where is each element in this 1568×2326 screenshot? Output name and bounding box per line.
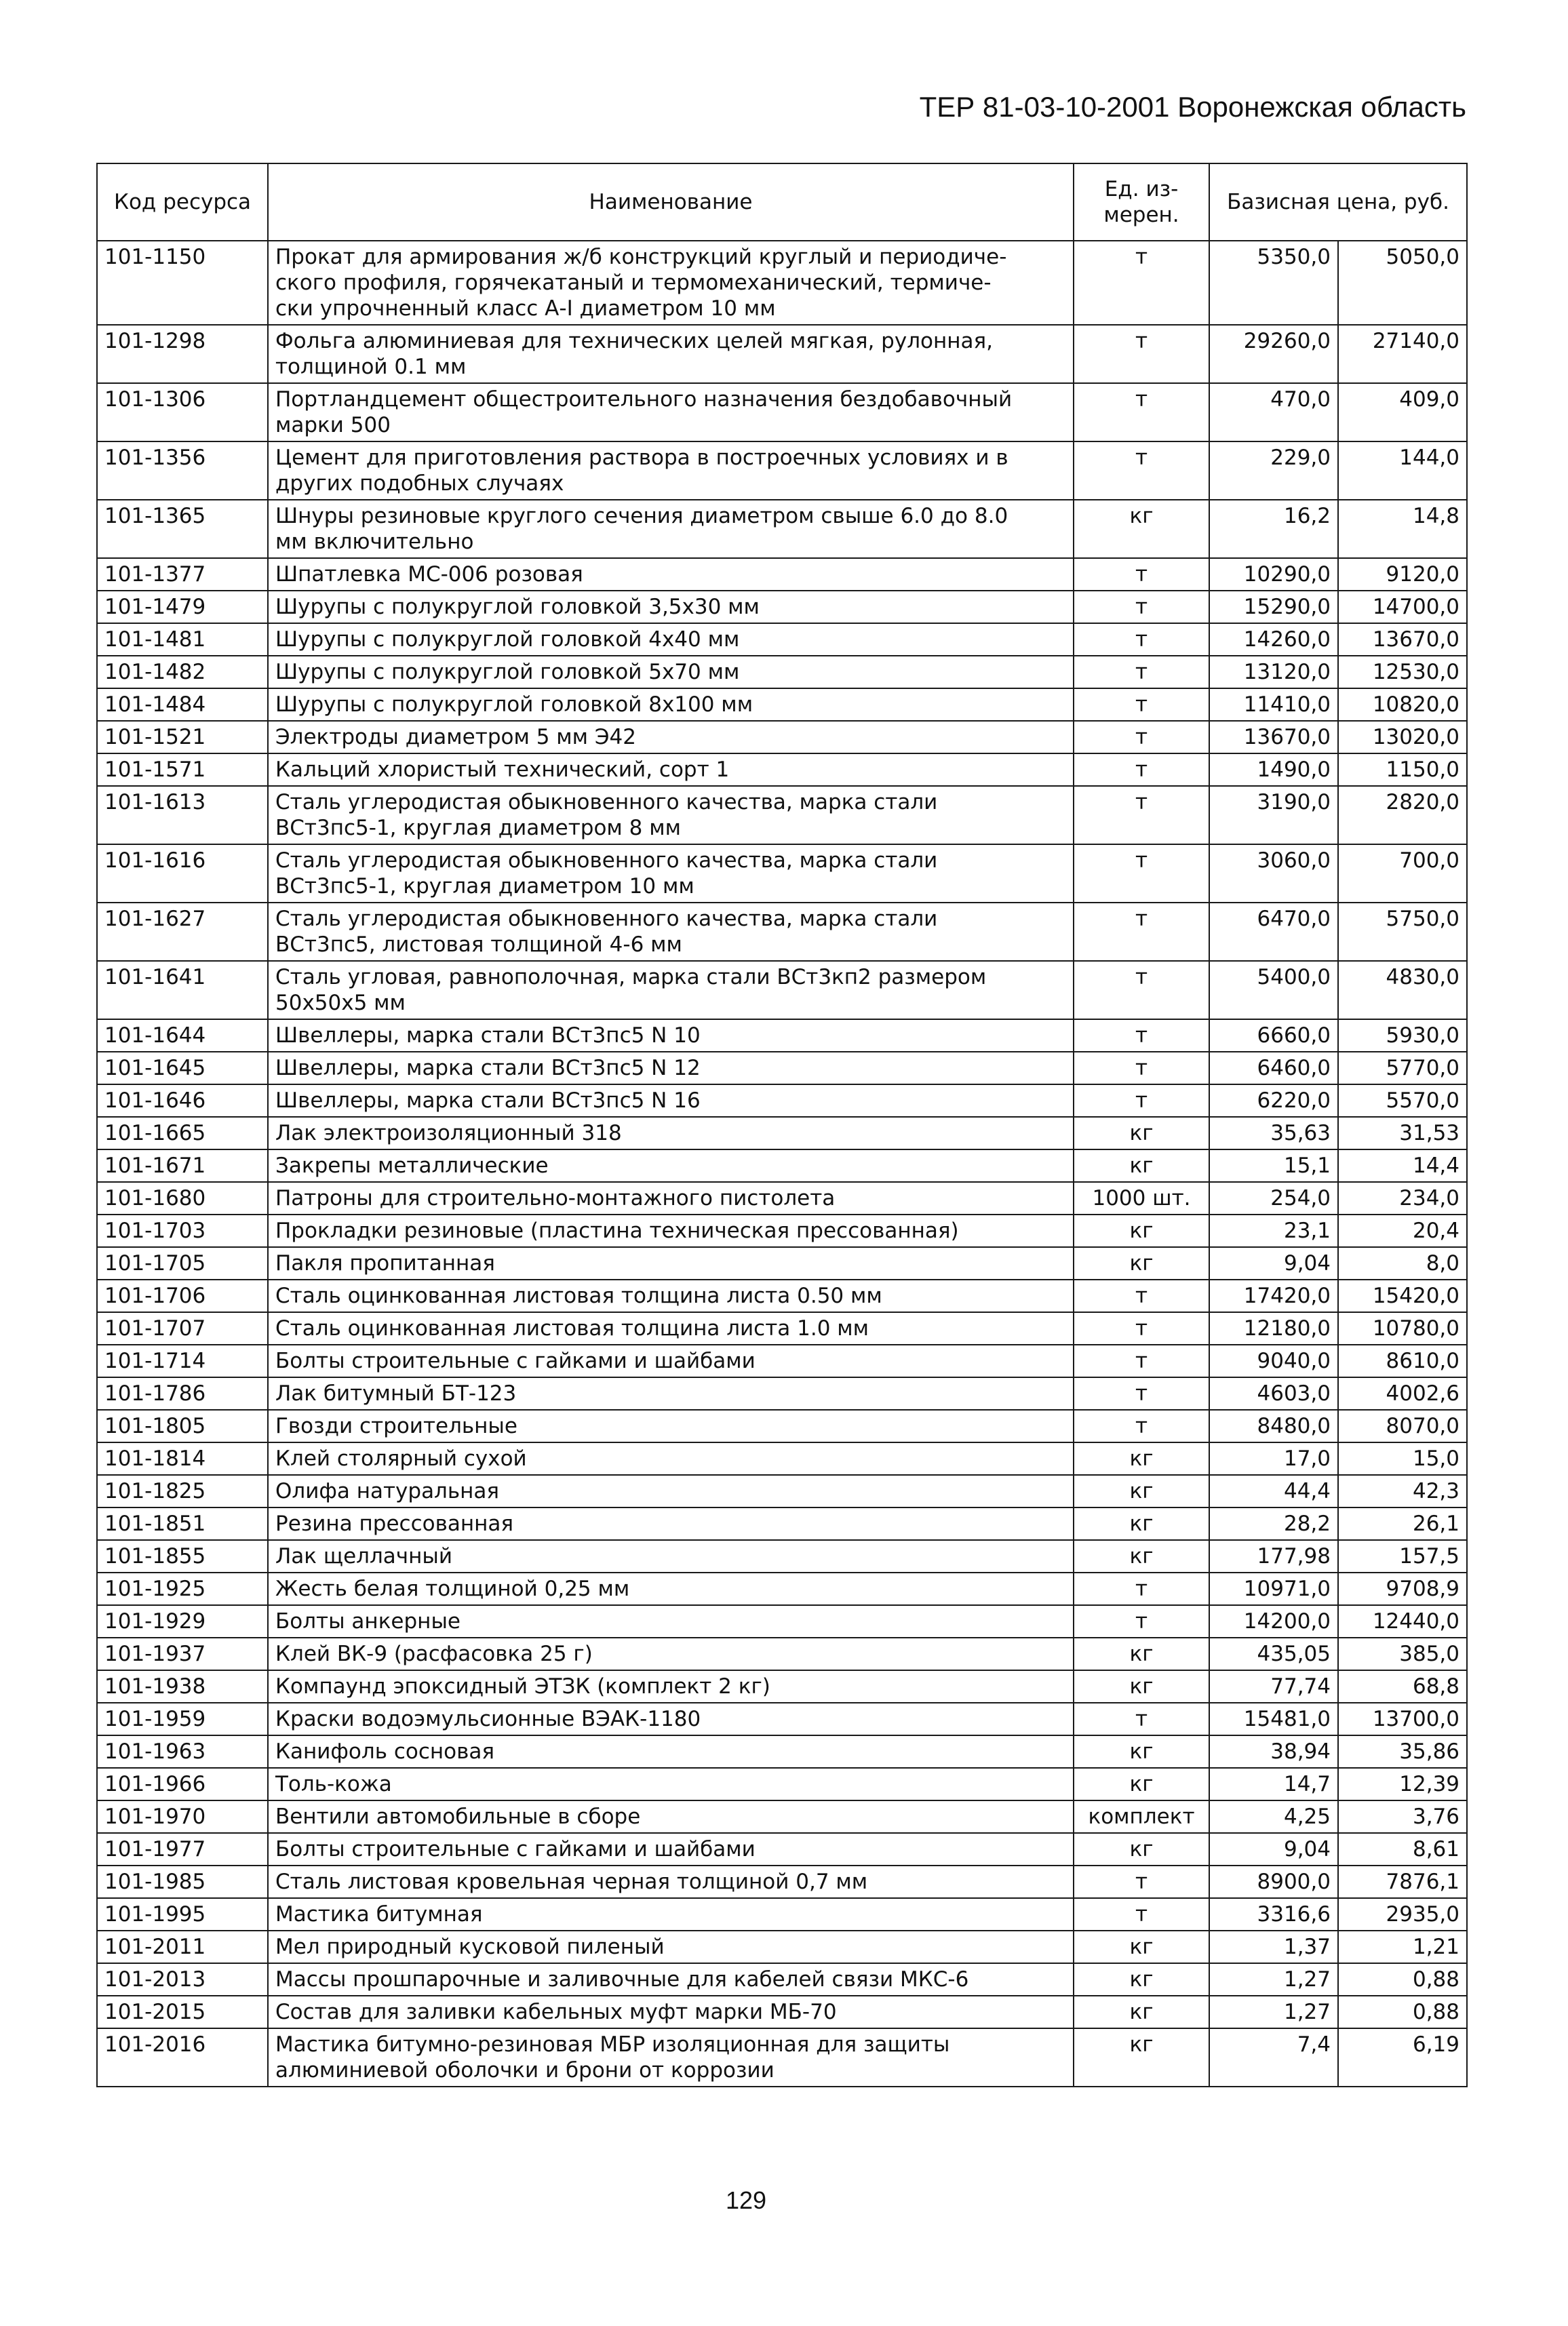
resource-name-cell: Сталь углеродистая обыкновенного качества, марка стали ВСт3пс5, листовая толщиной 4-6 мм: [268, 903, 1074, 961]
base-price-cell: 4603,0: [1209, 1377, 1338, 1410]
base-price-cell: 10290,0: [1209, 558, 1338, 591]
base-price-alt-cell: 12,39: [1338, 1768, 1467, 1800]
resource-name-cell: Краски водоэмульсионные ВЭАК-1180: [268, 1703, 1074, 1735]
resource-price-table: [96, 163, 1468, 2087]
base-price-cell: 3190,0: [1209, 786, 1338, 844]
base-price-cell: 8900,0: [1209, 1866, 1338, 1898]
resource-code-cell: 101-1937: [97, 1638, 268, 1670]
table-row: [97, 903, 1467, 961]
base-price-cell: 7,4: [1209, 2028, 1338, 2087]
base-price-cell: 470,0: [1209, 383, 1338, 441]
column-header-name: Наименование: [268, 163, 1074, 241]
resource-name-cell: Компаунд эпоксидный ЭТЗК (комплект 2 кг): [268, 1670, 1074, 1703]
base-price-alt-cell: 14700,0: [1338, 591, 1467, 623]
resource-name-cell: Резина прессованная: [268, 1507, 1074, 1540]
base-price-alt-cell: 14,4: [1338, 1149, 1467, 1182]
unit-cell: кг: [1074, 1475, 1209, 1507]
table-row: [97, 1507, 1467, 1540]
resource-code-cell: 101-1825: [97, 1475, 268, 1507]
base-price-alt-cell: 3,76: [1338, 1800, 1467, 1833]
unit-cell: т: [1074, 786, 1209, 844]
resource-code-cell: 101-1938: [97, 1670, 268, 1703]
resource-code-cell: 101-1641: [97, 961, 268, 1019]
resource-code-cell: 101-1571: [97, 753, 268, 786]
resource-name-cell: Олифа натуральная: [268, 1475, 1074, 1507]
resource-name-cell: Гвозди строительные: [268, 1410, 1074, 1442]
table-row: [97, 1931, 1467, 1963]
resource-code-cell: 101-1644: [97, 1019, 268, 1052]
resource-name-cell: Жесть белая толщиной 0,25 мм: [268, 1573, 1074, 1605]
resource-code-cell: 101-1365: [97, 500, 268, 558]
base-price-cell: 35,63: [1209, 1117, 1338, 1149]
resource-name-cell: Толь-кожа: [268, 1768, 1074, 1800]
unit-cell: т: [1074, 1312, 1209, 1345]
table-row: [97, 1149, 1467, 1182]
resource-code-cell: 101-2015: [97, 1996, 268, 2028]
base-price-alt-cell: 13670,0: [1338, 623, 1467, 656]
page-number: 129: [725, 2186, 767, 2214]
resource-name-cell: Клей ВК-9 (расфасовка 25 г): [268, 1638, 1074, 1670]
unit-cell: т: [1074, 656, 1209, 688]
table-row: [97, 1703, 1467, 1735]
resource-code-cell: 101-1805: [97, 1410, 268, 1442]
resource-code-cell: 101-2011: [97, 1931, 268, 1963]
base-price-cell: 14260,0: [1209, 623, 1338, 656]
unit-cell: кг: [1074, 2028, 1209, 2087]
table-row: [97, 1345, 1467, 1377]
unit-cell: т: [1074, 1377, 1209, 1410]
resource-code-cell: 101-1855: [97, 1540, 268, 1573]
unit-cell: кг: [1074, 1996, 1209, 2028]
unit-cell: кг: [1074, 1215, 1209, 1247]
table-row: [97, 2028, 1467, 2087]
resource-name-cell: Лак битумный БТ-123: [268, 1377, 1074, 1410]
resource-code-cell: 101-1995: [97, 1898, 268, 1931]
resource-name-cell: Прокат для армирования ж/б конструкций круглый и периодиче- ского профиля, горячекатаный и термомеханический, термиче- ски упрочненный класс А-I диаметром 10 мм: [268, 241, 1074, 325]
table-row: [97, 844, 1467, 903]
base-price-cell: 15290,0: [1209, 591, 1338, 623]
resource-code-cell: 101-1665: [97, 1117, 268, 1149]
resource-name-cell: Клей столярный сухой: [268, 1442, 1074, 1475]
unit-cell: комплект: [1074, 1800, 1209, 1833]
base-price-alt-cell: 9120,0: [1338, 558, 1467, 591]
unit-cell: т: [1074, 1898, 1209, 1931]
base-price-cell: 5400,0: [1209, 961, 1338, 1019]
base-price-alt-cell: 13020,0: [1338, 721, 1467, 753]
resource-name-cell: Шурупы с полукруглой головкой 3,5х30 мм: [268, 591, 1074, 623]
resource-name-cell: Шпатлевка МС-006 розовая: [268, 558, 1074, 591]
unit-cell: кг: [1074, 1833, 1209, 1866]
resource-name-cell: Болты анкерные: [268, 1605, 1074, 1638]
base-price-cell: 14200,0: [1209, 1605, 1338, 1638]
base-price-alt-cell: 26,1: [1338, 1507, 1467, 1540]
resource-name-cell: Кальций хлористый технический, сорт 1: [268, 753, 1074, 786]
resource-name-cell: Канифоль сосновая: [268, 1735, 1074, 1768]
resource-code-cell: 101-2016: [97, 2028, 268, 2087]
table-row: [97, 961, 1467, 1019]
resource-code-cell: 101-1306: [97, 383, 268, 441]
base-price-cell: 13670,0: [1209, 721, 1338, 753]
table-row: [97, 1410, 1467, 1442]
resource-name-cell: Пакля пропитанная: [268, 1247, 1074, 1280]
base-price-cell: 15481,0: [1209, 1703, 1338, 1735]
base-price-cell: 13120,0: [1209, 656, 1338, 688]
table-row: [97, 1377, 1467, 1410]
resource-name-cell: Сталь углеродистая обыкновенного качества, марка стали ВСт3пс5-1, круглая диаметром 8 мм: [268, 786, 1074, 844]
resource-name-cell: Состав для заливки кабельных муфт марки МБ-70: [268, 1996, 1074, 2028]
base-price-cell: 29260,0: [1209, 325, 1338, 383]
base-price-alt-cell: 10820,0: [1338, 688, 1467, 721]
table-row: [97, 721, 1467, 753]
unit-cell: т: [1074, 844, 1209, 903]
unit-cell: т: [1074, 688, 1209, 721]
base-price-alt-cell: 27140,0: [1338, 325, 1467, 383]
table-row: [97, 1866, 1467, 1898]
base-price-cell: 6660,0: [1209, 1019, 1338, 1052]
resource-name-cell: Фольга алюминиевая для технических целей мягкая, рулонная, толщиной 0.1 мм: [268, 325, 1074, 383]
base-price-alt-cell: 8,61: [1338, 1833, 1467, 1866]
resource-name-cell: Патроны для строительно-монтажного пистолета: [268, 1182, 1074, 1215]
base-price-cell: 12180,0: [1209, 1312, 1338, 1345]
base-price-alt-cell: 700,0: [1338, 844, 1467, 903]
table-row: [97, 1735, 1467, 1768]
base-price-cell: 77,74: [1209, 1670, 1338, 1703]
unit-cell: т: [1074, 1703, 1209, 1735]
unit-cell: кг: [1074, 500, 1209, 558]
table-row: [97, 500, 1467, 558]
base-price-cell: 4,25: [1209, 1800, 1338, 1833]
resource-code-cell: 101-1645: [97, 1052, 268, 1084]
base-price-alt-cell: 5570,0: [1338, 1084, 1467, 1117]
table-row: [97, 383, 1467, 441]
resource-name-cell: Швеллеры, марка стали ВСт3пс5 N 10: [268, 1019, 1074, 1052]
table-row: [97, 1084, 1467, 1117]
base-price-alt-cell: 5750,0: [1338, 903, 1467, 961]
base-price-alt-cell: 4002,6: [1338, 1377, 1467, 1410]
resource-code-cell: 101-1627: [97, 903, 268, 961]
base-price-alt-cell: 234,0: [1338, 1182, 1467, 1215]
resource-code-cell: 101-1925: [97, 1573, 268, 1605]
unit-cell: т: [1074, 1052, 1209, 1084]
resource-code-cell: 101-1703: [97, 1215, 268, 1247]
base-price-alt-cell: 14,8: [1338, 500, 1467, 558]
base-price-alt-cell: 5930,0: [1338, 1019, 1467, 1052]
base-price-alt-cell: 0,88: [1338, 1963, 1467, 1996]
resource-code-cell: 101-1977: [97, 1833, 268, 1866]
resource-name-cell: Сталь угловая, равнополочная, марка стали ВСт3кп2 размером 50х50х5 мм: [268, 961, 1074, 1019]
table-row: [97, 591, 1467, 623]
unit-cell: кг: [1074, 1931, 1209, 1963]
resource-code-cell: 101-1963: [97, 1735, 268, 1768]
table-row: [97, 1768, 1467, 1800]
resource-code-cell: 101-1959: [97, 1703, 268, 1735]
unit-cell: т: [1074, 383, 1209, 441]
base-price-cell: 1,37: [1209, 1931, 1338, 1963]
resource-code-cell: 101-1646: [97, 1084, 268, 1117]
base-price-alt-cell: 5050,0: [1338, 241, 1467, 325]
resource-code-cell: 101-1482: [97, 656, 268, 688]
column-header-base-price: Базисная цена, руб.: [1209, 163, 1467, 241]
table-row: [97, 1963, 1467, 1996]
resource-name-cell: Шурупы с полукруглой головкой 5х70 мм: [268, 656, 1074, 688]
resource-name-cell: Болты строительные с гайками и шайбами: [268, 1345, 1074, 1377]
base-price-cell: 17,0: [1209, 1442, 1338, 1475]
unit-cell: кг: [1074, 1507, 1209, 1540]
base-price-alt-cell: 8,0: [1338, 1247, 1467, 1280]
table-row: [97, 623, 1467, 656]
table-row: [97, 1638, 1467, 1670]
resource-code-cell: 101-1705: [97, 1247, 268, 1280]
table-row: [97, 1800, 1467, 1833]
table-row: [97, 1996, 1467, 2028]
resource-name-cell: Электроды диаметром 5 мм Э42: [268, 721, 1074, 753]
base-price-cell: 17420,0: [1209, 1280, 1338, 1312]
unit-cell: т: [1074, 753, 1209, 786]
unit-cell: т: [1074, 721, 1209, 753]
base-price-alt-cell: 12530,0: [1338, 656, 1467, 688]
resource-name-cell: Шурупы с полукруглой головкой 4х40 мм: [268, 623, 1074, 656]
base-price-alt-cell: 13700,0: [1338, 1703, 1467, 1735]
unit-cell: т: [1074, 441, 1209, 500]
resource-code-cell: 101-1786: [97, 1377, 268, 1410]
base-price-alt-cell: 35,86: [1338, 1735, 1467, 1768]
resource-name-cell: Вентили автомобильные в сборе: [268, 1800, 1074, 1833]
base-price-alt-cell: 6,19: [1338, 2028, 1467, 2087]
unit-cell: т: [1074, 961, 1209, 1019]
base-price-cell: 9,04: [1209, 1247, 1338, 1280]
unit-cell: кг: [1074, 1117, 1209, 1149]
resource-code-cell: 101-1616: [97, 844, 268, 903]
resource-name-cell: Портландцемент общестроительного назначения бездобавочный марки 500: [268, 383, 1074, 441]
resource-code-cell: 101-1150: [97, 241, 268, 325]
table-row: [97, 1182, 1467, 1215]
base-price-cell: 6460,0: [1209, 1052, 1338, 1084]
resource-code-cell: 101-1814: [97, 1442, 268, 1475]
column-header-code: Код ресурса: [97, 163, 268, 241]
resource-name-cell: Сталь углеродистая обыкновенного качества, марка стали ВСт3пс5-1, круглая диаметром 10 мм: [268, 844, 1074, 903]
resource-name-cell: Прокладки резиновые (пластина техническая прессованная): [268, 1215, 1074, 1247]
base-price-alt-cell: 5770,0: [1338, 1052, 1467, 1084]
base-price-alt-cell: 10780,0: [1338, 1312, 1467, 1345]
table-row: [97, 688, 1467, 721]
unit-cell: т: [1074, 1019, 1209, 1052]
unit-cell: т: [1074, 1866, 1209, 1898]
resource-code-cell: 101-1671: [97, 1149, 268, 1182]
resource-name-cell: Шнуры резиновые круглого сечения диаметром свыше 6.0 до 8.0 мм включительно: [268, 500, 1074, 558]
resource-code-cell: 101-1706: [97, 1280, 268, 1312]
base-price-cell: 8480,0: [1209, 1410, 1338, 1442]
base-price-alt-cell: 385,0: [1338, 1638, 1467, 1670]
table-row: [97, 1280, 1467, 1312]
table-body: [97, 241, 1467, 2087]
base-price-cell: 11410,0: [1209, 688, 1338, 721]
resource-code-cell: 101-1707: [97, 1312, 268, 1345]
base-price-cell: 6470,0: [1209, 903, 1338, 961]
resource-name-cell: Мел природный кусковой пиленый: [268, 1931, 1074, 1963]
unit-cell: 1000 шт.: [1074, 1182, 1209, 1215]
unit-cell: кг: [1074, 1963, 1209, 1996]
unit-cell: т: [1074, 1280, 1209, 1312]
resource-name-cell: Цемент для приготовления раствора в построечных условиях и в других подобных случаях: [268, 441, 1074, 500]
unit-cell: кг: [1074, 1442, 1209, 1475]
table-header-row: [97, 163, 1467, 241]
unit-cell: т: [1074, 623, 1209, 656]
table-row: [97, 656, 1467, 688]
base-price-cell: 435,05: [1209, 1638, 1338, 1670]
base-price-cell: 3316,6: [1209, 1898, 1338, 1931]
resource-code-cell: 101-1929: [97, 1605, 268, 1638]
resource-name-cell: Сталь оцинкованная листовая толщина листа 0.50 мм: [268, 1280, 1074, 1312]
resource-name-cell: Лак электроизоляционный 318: [268, 1117, 1074, 1149]
resource-code-cell: 101-1851: [97, 1507, 268, 1540]
table-row: [97, 1019, 1467, 1052]
table-row: [97, 1670, 1467, 1703]
document-title: ТЕР 81-03-10-2001 Воронежская область: [919, 91, 1466, 123]
base-price-alt-cell: 2935,0: [1338, 1898, 1467, 1931]
table-row: [97, 1215, 1467, 1247]
base-price-cell: 9,04: [1209, 1833, 1338, 1866]
base-price-cell: 6220,0: [1209, 1084, 1338, 1117]
table-row: [97, 1247, 1467, 1280]
base-price-alt-cell: 42,3: [1338, 1475, 1467, 1507]
base-price-alt-cell: 1150,0: [1338, 753, 1467, 786]
unit-cell: кг: [1074, 1768, 1209, 1800]
resource-name-cell: Швеллеры, марка стали ВСт3пс5 N 16: [268, 1084, 1074, 1117]
base-price-cell: 1490,0: [1209, 753, 1338, 786]
base-price-cell: 1,27: [1209, 1996, 1338, 2028]
table-row: [97, 1052, 1467, 1084]
table-row: [97, 1898, 1467, 1931]
base-price-alt-cell: 9708,9: [1338, 1573, 1467, 1605]
unit-cell: кг: [1074, 1247, 1209, 1280]
unit-cell: т: [1074, 558, 1209, 591]
table-row: [97, 1312, 1467, 1345]
unit-cell: т: [1074, 241, 1209, 325]
table-row: [97, 1442, 1467, 1475]
unit-cell: т: [1074, 1605, 1209, 1638]
table-row: [97, 1117, 1467, 1149]
base-price-cell: 229,0: [1209, 441, 1338, 500]
base-price-cell: 3060,0: [1209, 844, 1338, 903]
base-price-cell: 9040,0: [1209, 1345, 1338, 1377]
unit-cell: т: [1074, 325, 1209, 383]
base-price-cell: 5350,0: [1209, 241, 1338, 325]
table-row: [97, 441, 1467, 500]
table-row: [97, 1573, 1467, 1605]
resource-code-cell: 101-1680: [97, 1182, 268, 1215]
unit-cell: т: [1074, 903, 1209, 961]
base-price-cell: 38,94: [1209, 1735, 1338, 1768]
unit-cell: кг: [1074, 1540, 1209, 1573]
unit-cell: т: [1074, 1345, 1209, 1377]
resource-name-cell: Сталь оцинкованная листовая толщина листа 1.0 мм: [268, 1312, 1074, 1345]
resource-code-cell: 101-1356: [97, 441, 268, 500]
column-header-unit: Ед. из- мерен.: [1074, 163, 1209, 241]
resource-name-cell: Болты строительные с гайками и шайбами: [268, 1833, 1074, 1866]
resource-name-cell: Лак щеллачный: [268, 1540, 1074, 1573]
base-price-alt-cell: 4830,0: [1338, 961, 1467, 1019]
resource-code-cell: 101-1613: [97, 786, 268, 844]
resource-code-cell: 101-2013: [97, 1963, 268, 1996]
unit-cell: кг: [1074, 1735, 1209, 1768]
table-row: [97, 558, 1467, 591]
resource-code-cell: 101-1484: [97, 688, 268, 721]
base-price-cell: 10971,0: [1209, 1573, 1338, 1605]
base-price-alt-cell: 144,0: [1338, 441, 1467, 500]
base-price-alt-cell: 20,4: [1338, 1215, 1467, 1247]
resource-name-cell: Швеллеры, марка стали ВСт3пс5 N 12: [268, 1052, 1074, 1084]
unit-cell: кг: [1074, 1638, 1209, 1670]
base-price-cell: 1,27: [1209, 1963, 1338, 1996]
base-price-alt-cell: 7876,1: [1338, 1866, 1467, 1898]
resource-name-cell: Массы прошпарочные и заливочные для кабелей связи МКС-6: [268, 1963, 1074, 1996]
base-price-cell: 177,98: [1209, 1540, 1338, 1573]
resource-name-cell: Закрепы металлические: [268, 1149, 1074, 1182]
resource-name-cell: Сталь листовая кровельная черная толщиной 0,7 мм: [268, 1866, 1074, 1898]
resource-code-cell: 101-1966: [97, 1768, 268, 1800]
resource-code-cell: 101-1481: [97, 623, 268, 656]
base-price-alt-cell: 409,0: [1338, 383, 1467, 441]
table-row: [97, 241, 1467, 325]
base-price-cell: 15,1: [1209, 1149, 1338, 1182]
resource-code-cell: 101-1985: [97, 1866, 268, 1898]
unit-cell: т: [1074, 1084, 1209, 1117]
resource-code-cell: 101-1521: [97, 721, 268, 753]
base-price-cell: 14,7: [1209, 1768, 1338, 1800]
base-price-alt-cell: 2820,0: [1338, 786, 1467, 844]
table-row: [97, 1833, 1467, 1866]
base-price-alt-cell: 12440,0: [1338, 1605, 1467, 1638]
base-price-alt-cell: 8070,0: [1338, 1410, 1467, 1442]
base-price-cell: 16,2: [1209, 500, 1338, 558]
table-row: [97, 1475, 1467, 1507]
resource-code-cell: 101-1970: [97, 1800, 268, 1833]
table-row: [97, 325, 1467, 383]
base-price-alt-cell: 15,0: [1338, 1442, 1467, 1475]
resource-code-cell: 101-1714: [97, 1345, 268, 1377]
table-row: [97, 786, 1467, 844]
table-row: [97, 1605, 1467, 1638]
base-price-alt-cell: 15420,0: [1338, 1280, 1467, 1312]
base-price-cell: 254,0: [1209, 1182, 1338, 1215]
unit-cell: кг: [1074, 1149, 1209, 1182]
base-price-cell: 28,2: [1209, 1507, 1338, 1540]
resource-name-cell: Шурупы с полукруглой головкой 8х100 мм: [268, 688, 1074, 721]
table-row: [97, 1540, 1467, 1573]
resource-code-cell: 101-1298: [97, 325, 268, 383]
resource-name-cell: Мастика битумно-резиновая МБР изоляционная для защиты алюминиевой оболочки и брони от коррозии: [268, 2028, 1074, 2087]
unit-cell: т: [1074, 591, 1209, 623]
unit-cell: кг: [1074, 1670, 1209, 1703]
unit-cell: т: [1074, 1573, 1209, 1605]
resource-code-cell: 101-1377: [97, 558, 268, 591]
base-price-alt-cell: 31,53: [1338, 1117, 1467, 1149]
table-row: [97, 753, 1467, 786]
resource-name-cell: Мастика битумная: [268, 1898, 1074, 1931]
base-price-alt-cell: 157,5: [1338, 1540, 1467, 1573]
base-price-alt-cell: 8610,0: [1338, 1345, 1467, 1377]
base-price-alt-cell: 68,8: [1338, 1670, 1467, 1703]
base-price-cell: 44,4: [1209, 1475, 1338, 1507]
base-price-cell: 23,1: [1209, 1215, 1338, 1247]
base-price-alt-cell: 0,88: [1338, 1996, 1467, 2028]
base-price-alt-cell: 1,21: [1338, 1931, 1467, 1963]
resource-code-cell: 101-1479: [97, 591, 268, 623]
unit-cell: т: [1074, 1410, 1209, 1442]
